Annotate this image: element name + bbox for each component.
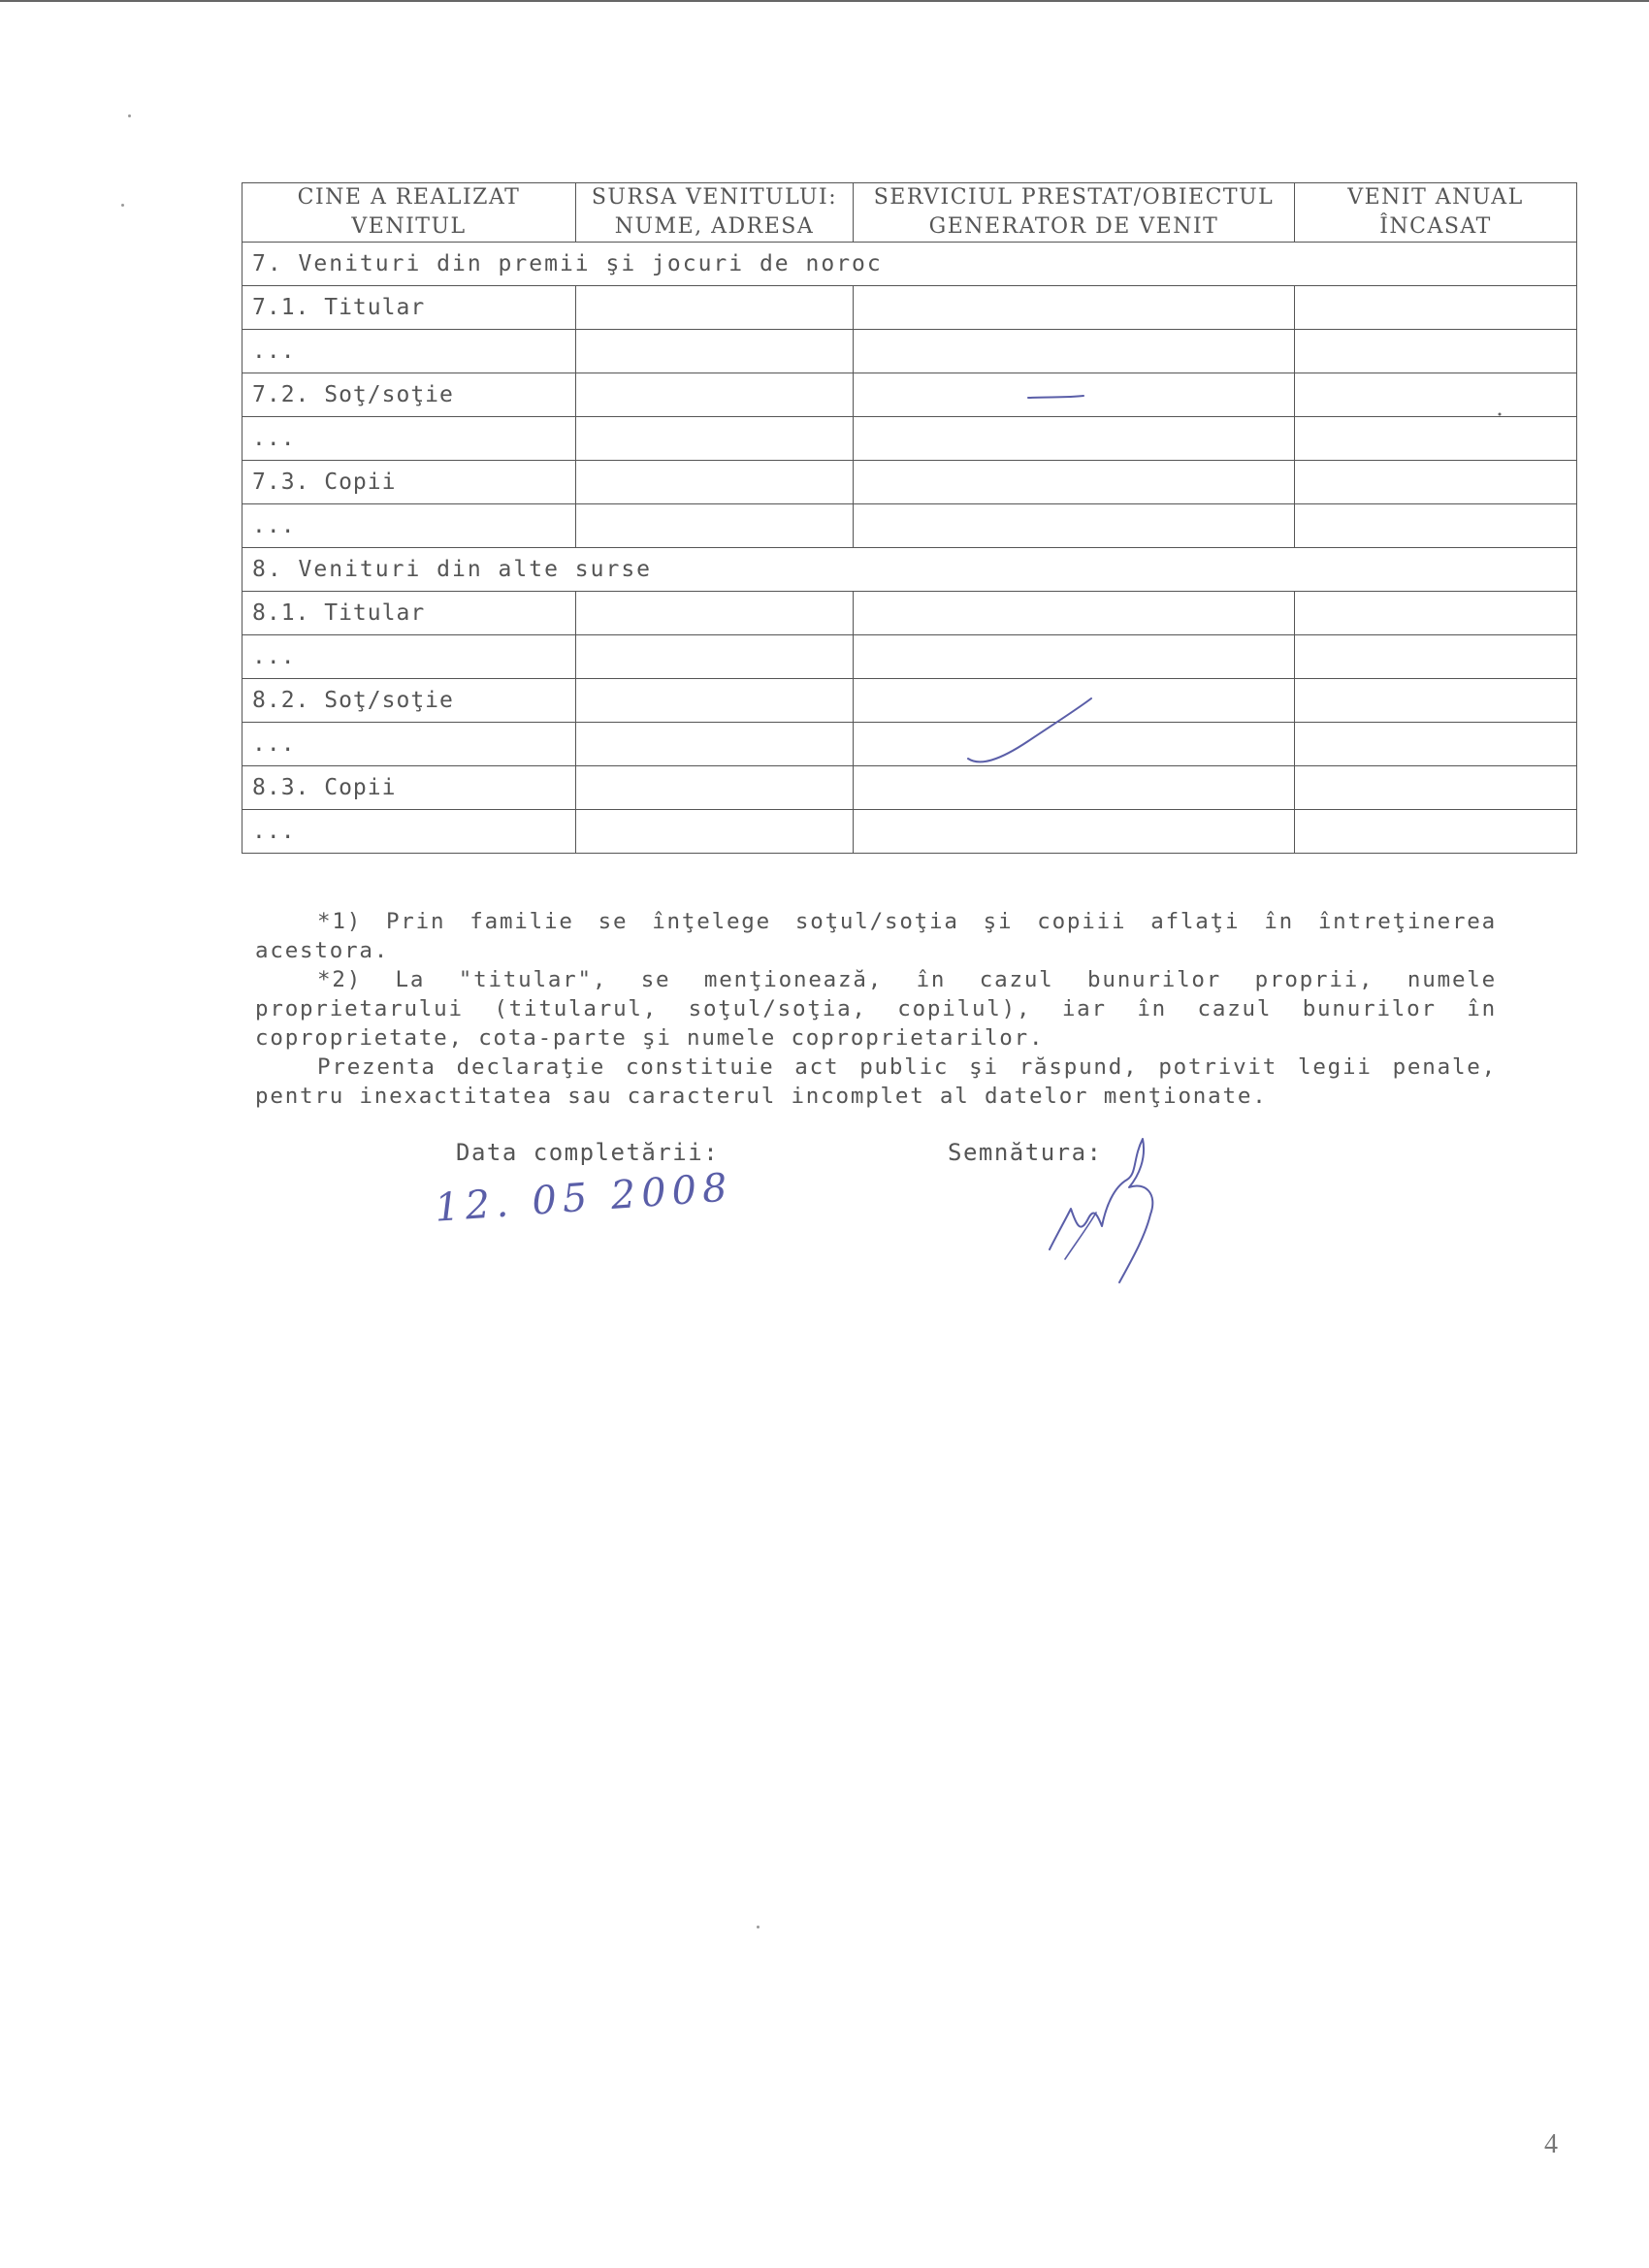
header-text: CINE A REALIZAT bbox=[297, 185, 521, 210]
row-label: ... bbox=[242, 635, 576, 679]
row-label: ... bbox=[242, 330, 576, 373]
row-label: ... bbox=[242, 504, 576, 548]
header-text: VENIT ANUAL bbox=[1347, 185, 1524, 210]
row-label: ... bbox=[242, 417, 576, 461]
row-label: 7.1. Titular bbox=[242, 286, 576, 330]
section-title: 7. Venituri din premii şi jocuri de noroc bbox=[242, 243, 1577, 286]
header-text: NUME, ADRESA bbox=[614, 214, 815, 239]
header-text: GENERATOR DE VENIT bbox=[928, 214, 1219, 239]
handwritten-date: 12. 05 2008 bbox=[433, 1165, 734, 1231]
row-label: 7.2. Soţ/soţie bbox=[242, 373, 576, 417]
section-title: 8. Venituri din alte surse bbox=[242, 548, 1577, 592]
completion-date-label: Data completării: bbox=[456, 1139, 720, 1166]
footnotes bbox=[255, 907, 1497, 1111]
page-number: 4 bbox=[1544, 2129, 1558, 2159]
row-label: 8.1. Titular bbox=[242, 592, 576, 635]
row-label: 7.3. Copii bbox=[242, 461, 576, 504]
scan-speck bbox=[757, 1926, 760, 1928]
handwritten-diagonal-stroke bbox=[968, 698, 1091, 761]
header-text: SERVICIUL PRESTAT/OBIECTUL bbox=[873, 185, 1275, 210]
header-text: SURSA VENITULUI: bbox=[591, 185, 838, 210]
footnote-1: *1) Prin familie se înţelege soţul/soţia şi copiii aflaţi în întreţinerea acestora. bbox=[255, 909, 1497, 963]
row-label: ... bbox=[242, 810, 576, 854]
header-text: ÎNCASAT bbox=[1379, 214, 1492, 239]
handwritten-signature bbox=[1038, 1125, 1174, 1290]
footnote-2: *2) La "titular", se menţionează, în cazul bunurilor proprii, numele proprietarului (titularul, soţul/soţia, copilul), iar în cazul bunurilor în coproprietate, cota-parte şi numele coproprietarilor. bbox=[255, 967, 1497, 1051]
row-label: 8.3. Copii bbox=[242, 766, 576, 810]
row-label: 8.2. Soţ/soţie bbox=[242, 679, 576, 723]
header-text: VENITUL bbox=[351, 214, 467, 239]
signature-label: Semnătura: bbox=[948, 1139, 1103, 1166]
row-label: ... bbox=[242, 723, 576, 766]
ink-dot bbox=[1499, 413, 1502, 416]
handwritten-dash bbox=[1028, 396, 1083, 398]
declaration-text: Prezenta declaraţie constituie act public şi răspund, potrivit legii penale, pentru inexactitatea sau caracterul incomplet al datelor menţionate. bbox=[255, 1054, 1497, 1109]
